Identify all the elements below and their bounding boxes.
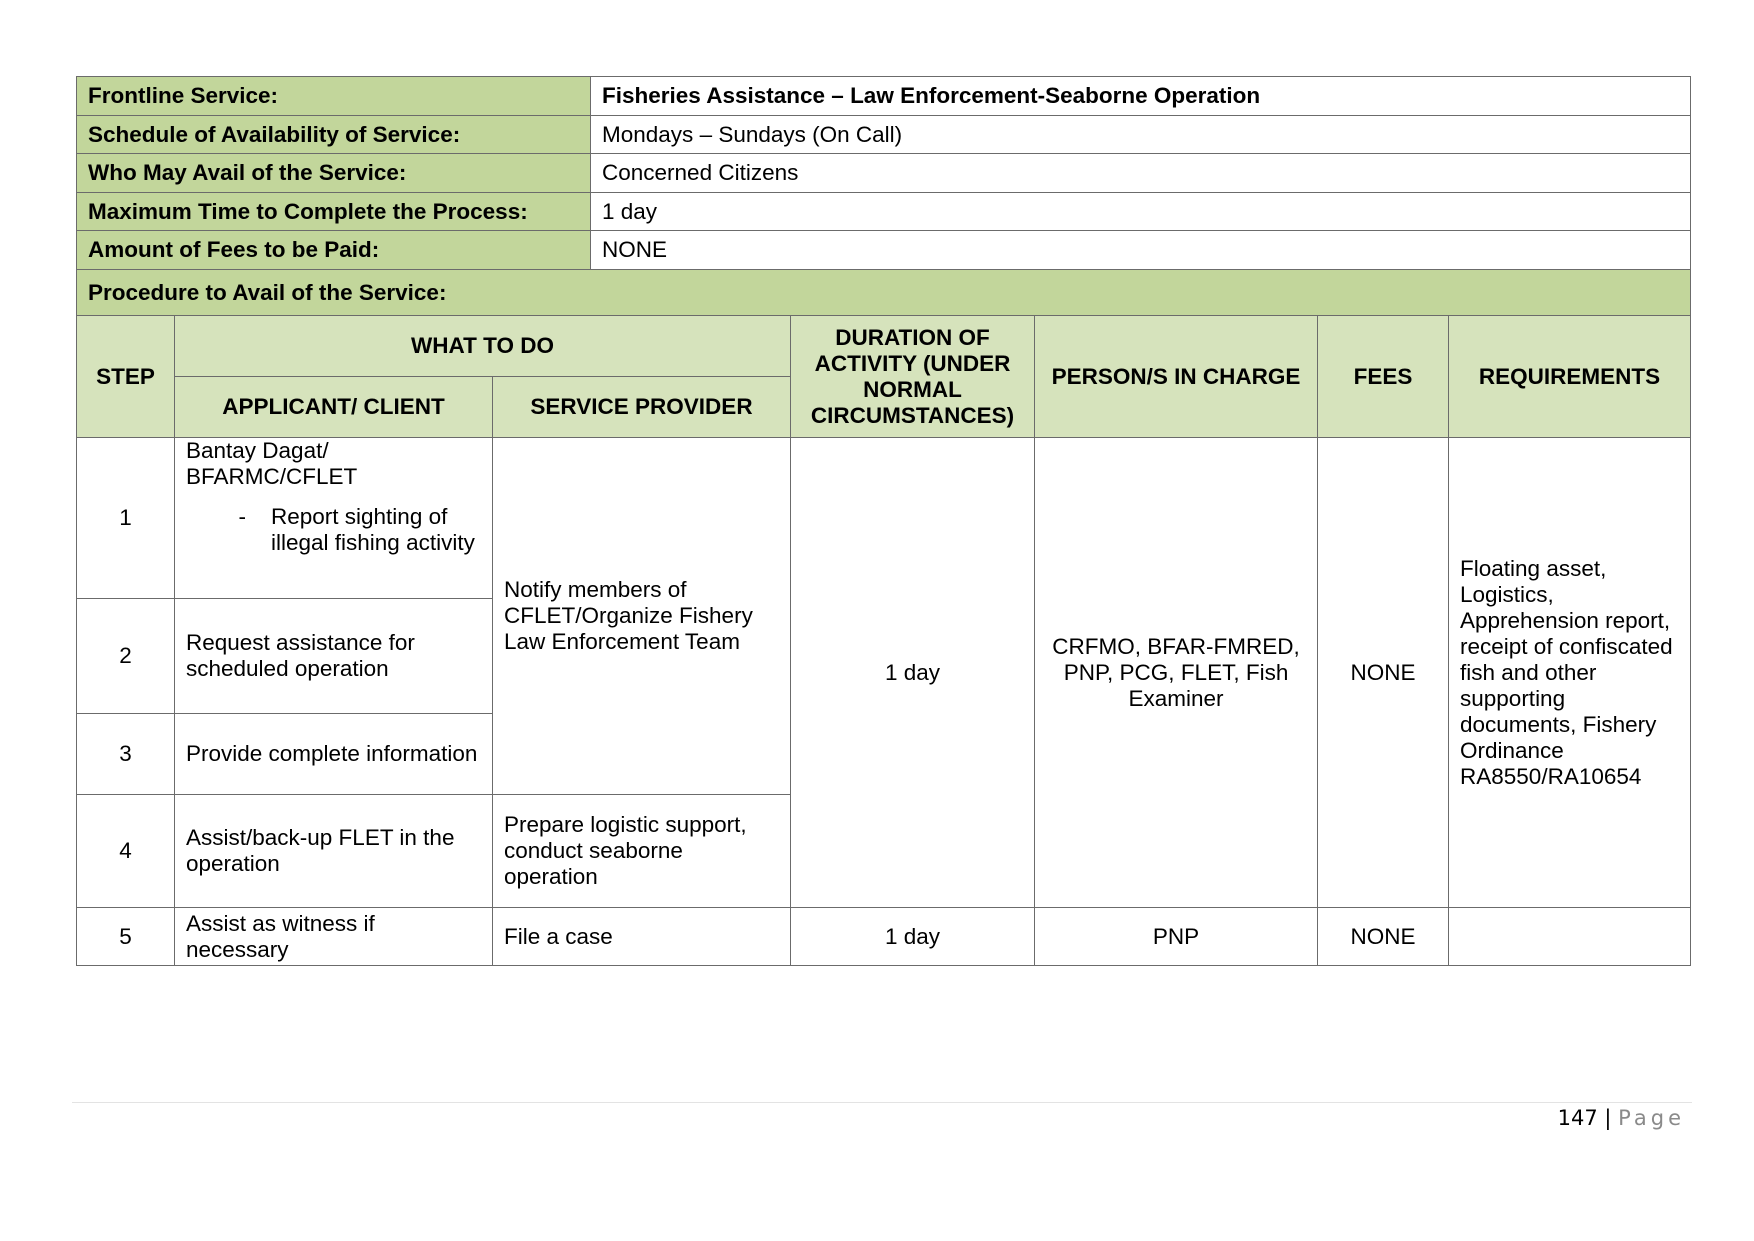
procedure-label: Procedure to Avail of the Service:: [77, 270, 1691, 316]
page-word: Page: [1618, 1106, 1685, 1130]
table-row: [77, 438, 1691, 599]
col-header-fees: FEES: [1318, 316, 1449, 438]
info-row-who-may-avail: [77, 154, 1691, 193]
fees-cell: NONE: [1318, 908, 1449, 966]
col-header-requirements: REQUIREMENTS: [1449, 316, 1691, 438]
duration-cell: 1 day: [791, 908, 1035, 966]
applicant-cell: Request assistance for scheduled operation: [175, 599, 493, 714]
bullet-dash: -: [238, 504, 246, 529]
info-row-schedule: [77, 116, 1691, 154]
applicant-subitem-text: Report sighting of illegal fishing activity: [271, 504, 475, 555]
info-value: Mondays – Sundays (On Call): [591, 116, 1691, 154]
info-label: Who May Avail of the Service:: [77, 154, 591, 193]
info-value: 1 day: [591, 193, 1691, 231]
info-value: NONE: [591, 231, 1691, 270]
requirements-cell: [1449, 908, 1691, 966]
info-label: Schedule of Availability of Service:: [77, 116, 591, 154]
info-label: Frontline Service:: [77, 77, 591, 116]
info-row-frontline-service: [77, 77, 1691, 116]
step-number: 4: [77, 795, 175, 908]
applicant-cell: Provide complete information: [175, 714, 493, 795]
page-number: 147: [1557, 1106, 1598, 1130]
table-row: [77, 908, 1691, 966]
service-document: [76, 76, 1690, 966]
col-header-step: STEP: [77, 316, 175, 438]
provider-cell: Prepare logistic support, conduct seaborne operation: [493, 795, 791, 908]
col-header-provider: SERVICE PROVIDER: [493, 377, 791, 438]
column-header-row-1: [77, 316, 1691, 377]
step-number: 3: [77, 714, 175, 795]
step-number: 5: [77, 908, 175, 966]
step-number: 1: [77, 438, 175, 599]
persons-cell-merged: CRFMO, BFAR-FMRED, PNP, PCG, FLET, Fish Examiner: [1035, 438, 1318, 908]
page-separator: |: [1604, 1106, 1612, 1130]
persons-cell: PNP: [1035, 908, 1318, 966]
info-value: Concerned Citizens: [591, 154, 1691, 193]
requirements-cell-merged: Floating asset, Logistics, Apprehension report, receipt of confiscated fish and other supporting documents, Fishery Ordinance RA8550/RA10654: [1449, 438, 1691, 908]
step-number: 2: [77, 599, 175, 714]
provider-cell-merged: Notify members of CFLET/Organize Fishery Law Enforcement Team: [493, 438, 791, 795]
provider-cell: File a case: [493, 908, 791, 966]
applicant-text: Bantay Dagat/ BFARMC/CFLET: [186, 438, 358, 489]
col-header-what-to-do: WHAT TO DO: [175, 316, 791, 377]
col-header-persons: PERSON/S IN CHARGE: [1035, 316, 1318, 438]
fees-cell-merged: NONE: [1318, 438, 1449, 908]
duration-cell-merged: 1 day: [791, 438, 1035, 908]
applicant-cell: Assist/back-up FLET in the operation: [175, 795, 493, 908]
info-value: Fisheries Assistance – Law Enforcement-Seaborne Operation: [591, 77, 1691, 116]
applicant-cell: Assist as witness if necessary: [175, 908, 493, 966]
info-row-maximum-time: [77, 193, 1691, 231]
info-label: Maximum Time to Complete the Process:: [77, 193, 591, 231]
info-row-fees: [77, 231, 1691, 270]
applicant-subitem: [186, 504, 481, 556]
page-footer: [1558, 1106, 1685, 1130]
col-header-duration: DURATION OF ACTIVITY (UNDER NORMAL CIRCUMSTANCES): [791, 316, 1035, 438]
procedure-row: [77, 270, 1691, 316]
applicant-cell: [175, 438, 493, 599]
info-label: Amount of Fees to be Paid:: [77, 231, 591, 270]
col-header-applicant: APPLICANT/ CLIENT: [175, 377, 493, 438]
footer-divider: [72, 1102, 1692, 1103]
service-table: [76, 76, 1691, 966]
